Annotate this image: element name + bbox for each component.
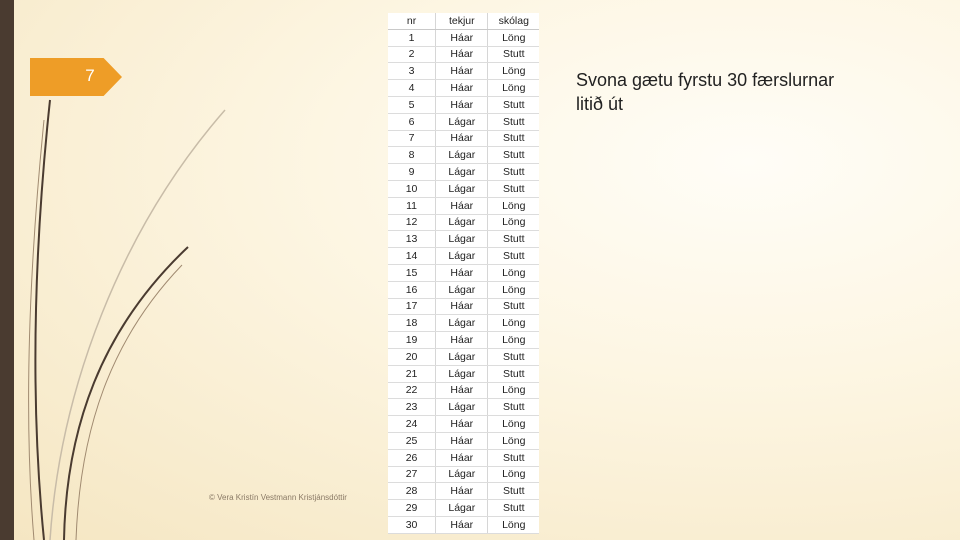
column-header-nr: nr bbox=[388, 13, 436, 29]
table-row bbox=[388, 197, 539, 214]
cell-nr: 19 bbox=[388, 332, 436, 349]
cell-nr: 8 bbox=[388, 147, 436, 164]
cell-tekjur: Lágar bbox=[436, 315, 488, 332]
cell-tekjur: Lágar bbox=[436, 399, 488, 416]
cell-skolag: Löng bbox=[488, 416, 539, 433]
cell-nr: 27 bbox=[388, 466, 436, 483]
cell-tekjur: Háar bbox=[436, 29, 488, 46]
cell-skolag: Stutt bbox=[488, 483, 539, 500]
cell-tekjur: Háar bbox=[436, 96, 488, 113]
table-row bbox=[388, 231, 539, 248]
cell-tekjur: Lágar bbox=[436, 214, 488, 231]
cell-tekjur: Háar bbox=[436, 264, 488, 281]
cell-nr: 22 bbox=[388, 382, 436, 399]
cell-tekjur: Lágar bbox=[436, 365, 488, 382]
cell-tekjur: Háar bbox=[436, 516, 488, 533]
cell-skolag: Stutt bbox=[488, 298, 539, 315]
cell-nr: 4 bbox=[388, 80, 436, 97]
cell-tekjur: Háar bbox=[436, 63, 488, 80]
table-row bbox=[388, 96, 539, 113]
cell-tekjur: Lágar bbox=[436, 348, 488, 365]
cell-skolag: Stutt bbox=[488, 130, 539, 147]
cell-tekjur: Háar bbox=[436, 46, 488, 63]
cell-nr: 23 bbox=[388, 399, 436, 416]
table-body bbox=[388, 29, 539, 533]
cell-skolag: Löng bbox=[488, 432, 539, 449]
cell-nr: 15 bbox=[388, 264, 436, 281]
cell-tekjur: Háar bbox=[436, 80, 488, 97]
cell-nr: 28 bbox=[388, 483, 436, 500]
table-row bbox=[388, 416, 539, 433]
cell-tekjur: Lágar bbox=[436, 466, 488, 483]
cell-skolag: Stutt bbox=[488, 399, 539, 416]
cell-tekjur: Lágar bbox=[436, 180, 488, 197]
cell-tekjur: Háar bbox=[436, 382, 488, 399]
cell-skolag: Löng bbox=[488, 29, 539, 46]
cell-skolag: Stutt bbox=[488, 449, 539, 466]
cell-nr: 14 bbox=[388, 248, 436, 265]
cell-nr: 1 bbox=[388, 29, 436, 46]
cell-skolag: Stutt bbox=[488, 147, 539, 164]
table-row bbox=[388, 180, 539, 197]
table-row bbox=[388, 432, 539, 449]
cell-nr: 18 bbox=[388, 315, 436, 332]
table-row bbox=[388, 332, 539, 349]
cell-skolag: Löng bbox=[488, 264, 539, 281]
table-row bbox=[388, 399, 539, 416]
cell-nr: 16 bbox=[388, 281, 436, 298]
cell-nr: 6 bbox=[388, 113, 436, 130]
cell-tekjur: Háar bbox=[436, 483, 488, 500]
cell-skolag: Stutt bbox=[488, 231, 539, 248]
cell-tekjur: Háar bbox=[436, 298, 488, 315]
cell-skolag: Stutt bbox=[488, 180, 539, 197]
cell-nr: 17 bbox=[388, 298, 436, 315]
cell-nr: 10 bbox=[388, 180, 436, 197]
cell-skolag: Stutt bbox=[488, 248, 539, 265]
body-text: Svona gætu fyrstu 30 færslurnar litið út bbox=[576, 70, 835, 114]
cell-skolag: Löng bbox=[488, 315, 539, 332]
table-row bbox=[388, 214, 539, 231]
table-row bbox=[388, 483, 539, 500]
footer-copyright: © Vera Kristín Vestmann Kristjánsdóttir bbox=[209, 493, 347, 502]
cell-skolag: Stutt bbox=[488, 348, 539, 365]
table-row bbox=[388, 248, 539, 265]
column-header-skolag: skólag bbox=[488, 13, 539, 29]
cell-nr: 7 bbox=[388, 130, 436, 147]
table-row bbox=[388, 63, 539, 80]
cell-nr: 11 bbox=[388, 197, 436, 214]
table-row bbox=[388, 466, 539, 483]
cell-nr: 2 bbox=[388, 46, 436, 63]
cell-tekjur: Lágar bbox=[436, 147, 488, 164]
cell-nr: 25 bbox=[388, 432, 436, 449]
slide-number-tab bbox=[30, 58, 122, 96]
cell-skolag: Löng bbox=[488, 332, 539, 349]
table-row bbox=[388, 365, 539, 382]
table-row bbox=[388, 147, 539, 164]
cell-tekjur: Háar bbox=[436, 130, 488, 147]
cell-tekjur: Háar bbox=[436, 416, 488, 433]
table-row bbox=[388, 500, 539, 517]
cell-skolag: Löng bbox=[488, 516, 539, 533]
table-row bbox=[388, 164, 539, 181]
cell-tekjur: Lágar bbox=[436, 248, 488, 265]
cell-skolag: Löng bbox=[488, 63, 539, 80]
cell-nr: 24 bbox=[388, 416, 436, 433]
cell-skolag: Löng bbox=[488, 382, 539, 399]
cell-tekjur: Háar bbox=[436, 197, 488, 214]
cell-nr: 12 bbox=[388, 214, 436, 231]
cell-nr: 21 bbox=[388, 365, 436, 382]
column-header-tekjur: tekjur bbox=[436, 13, 488, 29]
table-header-row bbox=[388, 13, 539, 29]
cell-tekjur: Háar bbox=[436, 432, 488, 449]
cell-tekjur: Lágar bbox=[436, 231, 488, 248]
cell-skolag: Stutt bbox=[488, 365, 539, 382]
cell-nr: 26 bbox=[388, 449, 436, 466]
cell-tekjur: Lágar bbox=[436, 500, 488, 517]
table-row bbox=[388, 348, 539, 365]
cell-nr: 13 bbox=[388, 231, 436, 248]
table-row bbox=[388, 516, 539, 533]
cell-skolag: Löng bbox=[488, 281, 539, 298]
table-row bbox=[388, 281, 539, 298]
table-row bbox=[388, 264, 539, 281]
cell-tekjur: Háar bbox=[436, 449, 488, 466]
cell-skolag: Stutt bbox=[488, 113, 539, 130]
cell-nr: 3 bbox=[388, 63, 436, 80]
table-row bbox=[388, 382, 539, 399]
cell-tekjur: Lágar bbox=[436, 113, 488, 130]
cell-skolag: Stutt bbox=[488, 96, 539, 113]
cell-nr: 9 bbox=[388, 164, 436, 181]
table-row bbox=[388, 80, 539, 97]
cell-tekjur: Lágar bbox=[436, 164, 488, 181]
cell-skolag: Löng bbox=[488, 214, 539, 231]
cell-nr: 30 bbox=[388, 516, 436, 533]
data-table bbox=[388, 13, 539, 534]
table-row bbox=[388, 449, 539, 466]
table-row bbox=[388, 315, 539, 332]
table-row bbox=[388, 298, 539, 315]
slide-number: 7 bbox=[85, 66, 95, 85]
cell-skolag: Löng bbox=[488, 80, 539, 97]
cell-nr: 20 bbox=[388, 348, 436, 365]
cell-tekjur: Háar bbox=[436, 332, 488, 349]
cell-skolag: Löng bbox=[488, 197, 539, 214]
table-row bbox=[388, 113, 539, 130]
cell-skolag: Löng bbox=[488, 466, 539, 483]
cell-nr: 29 bbox=[388, 500, 436, 517]
table-row bbox=[388, 130, 539, 147]
table-row bbox=[388, 29, 539, 46]
cell-skolag: Stutt bbox=[488, 46, 539, 63]
cell-tekjur: Lágar bbox=[436, 281, 488, 298]
cell-skolag: Stutt bbox=[488, 164, 539, 181]
table-row bbox=[388, 46, 539, 63]
cell-nr: 5 bbox=[388, 96, 436, 113]
cell-skolag: Stutt bbox=[488, 500, 539, 517]
